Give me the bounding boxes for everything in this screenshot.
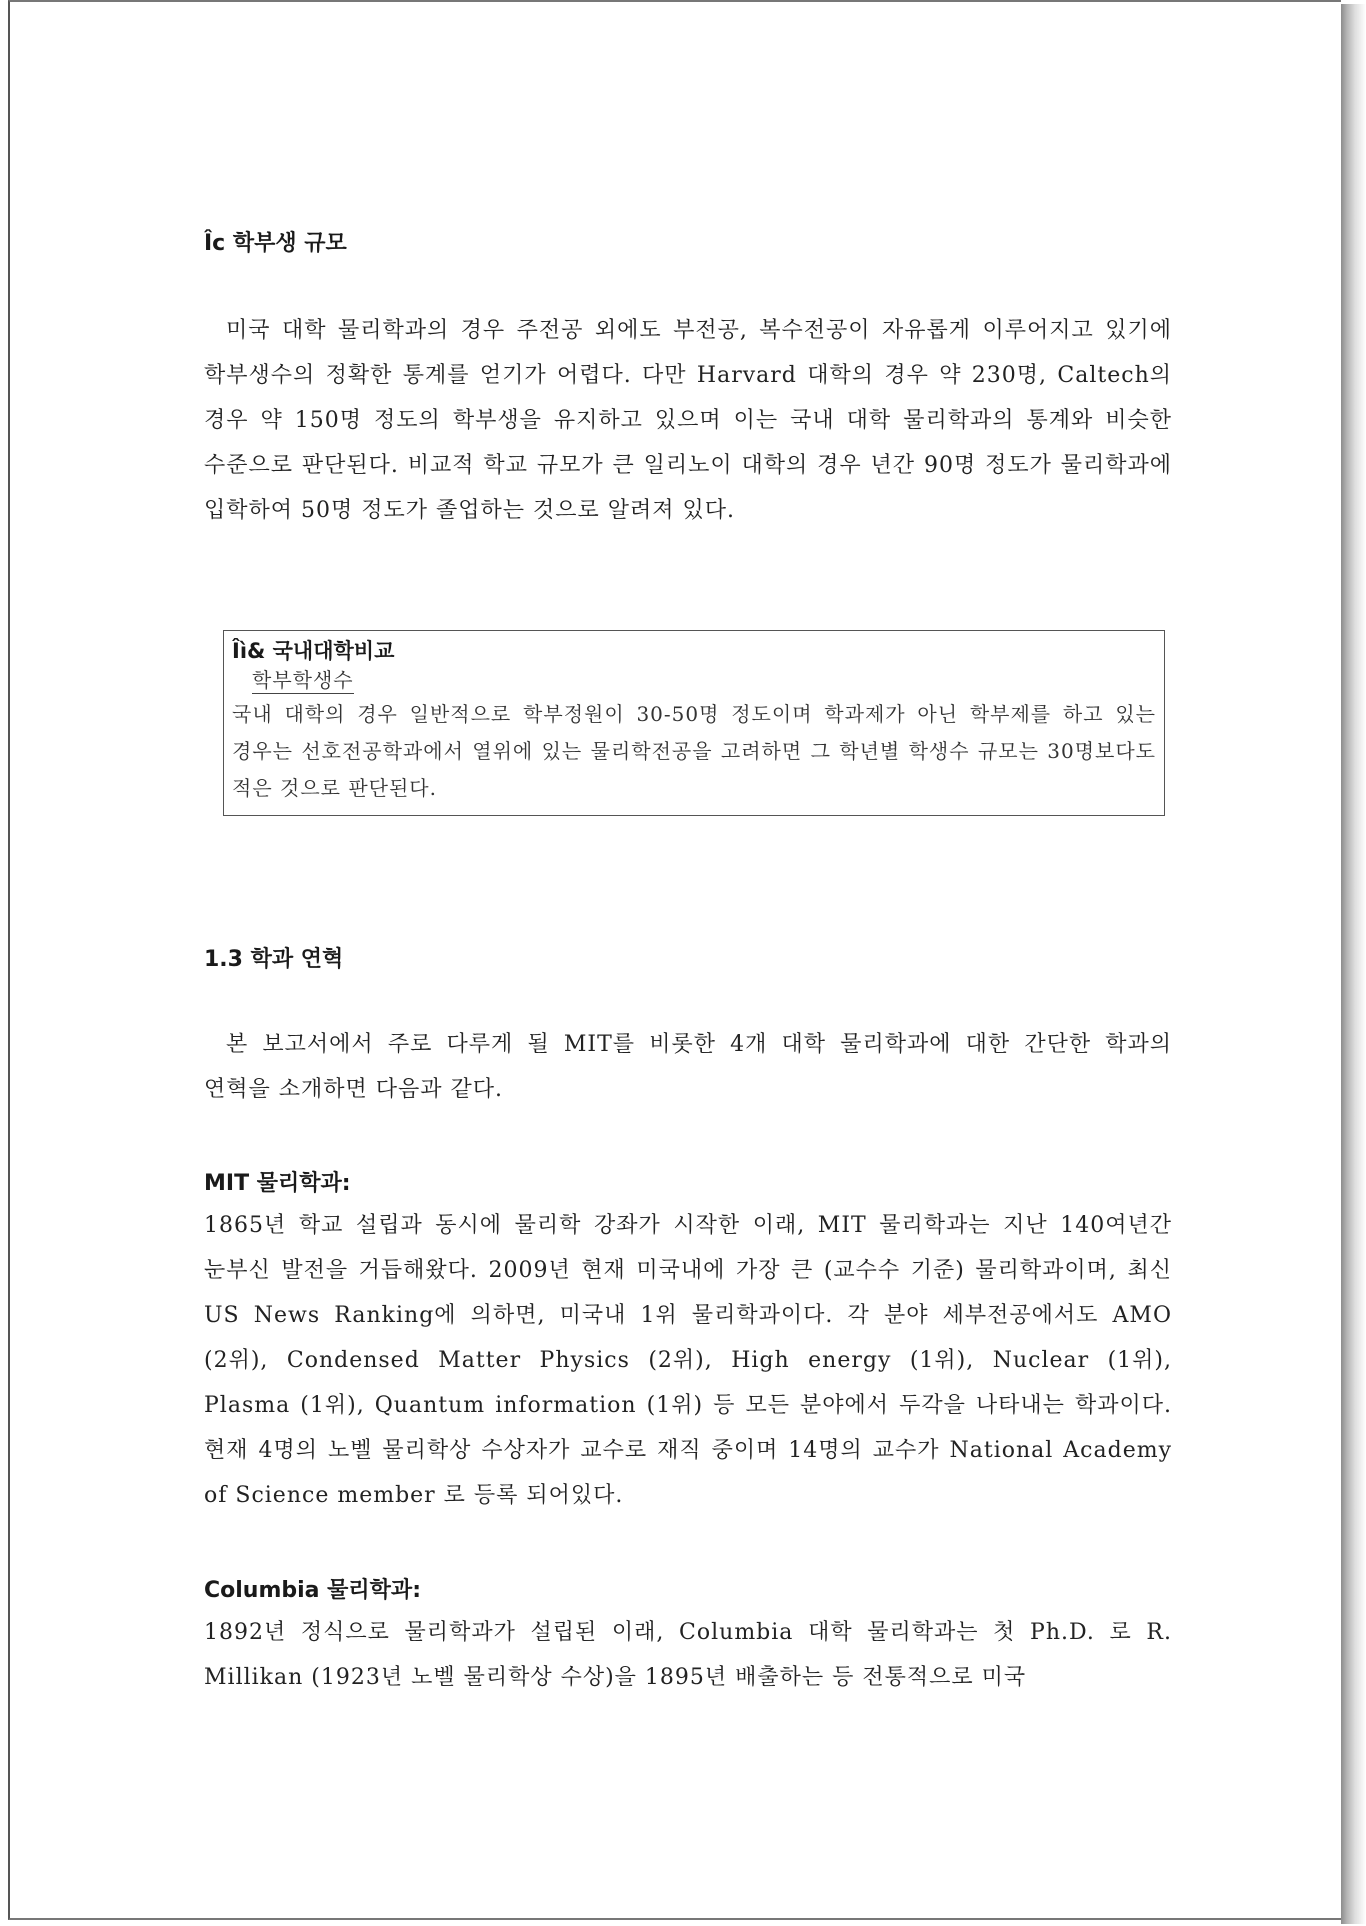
undergrad-paragraph: 미국 대학 물리학과의 경우 주전공 외에도 부전공, 복수전공이 자유롭게 이루어지고 있기에 학부생수의 정확한 통계를 얻기가 어렵다. 다만 Harvard 대학의 경우 약 230명, Caltech의 경우 약 150명 정도의 학부생을 유지하고 있으며 이는 국내 대학 물리학과의 통계와 비슷한 수준으로 판단된다. 비교적 학교 규모가 큰 일리노이 대학의 경우 년간 90명 정도가 물리학과에 입학하여 50명 정도가 졸업하는 것으로 알려져 있다. [204, 318, 1172, 523]
section-heading-undergrad: Îc 학부생 규모 [204, 231, 347, 256]
comparison-box [223, 630, 1165, 816]
section-heading-history: 1.3 학과 연혁 [204, 947, 344, 972]
mit-subheading: MIT 물리학과: [204, 1171, 351, 1196]
columbia-paragraph: 1892년 정식으로 물리학과가 설립된 이래, Columbia 대학 물리학과는 첫 Ph.D. 로 R. Millikan (1923년 노벨 물리학상 수상)을 1895년 배출하는 등 전통적으로 미국 [204, 1620, 1172, 1690]
page-shadow [1341, 4, 1366, 1924]
mit-paragraph: 1865년 학교 설립과 동시에 물리학 강좌가 시작한 이래, MIT 물리학과는 지난 140여년간 눈부신 발전을 거듭해왔다. 2009년 현재 미국내에 가장 큰 (교수수 기준) 물리학과이며, 최신 US News Ranking에 의하면, 미국내 1위 물리학과이다. 각 분야 세부전공에서도 AMO (2위), Condensed Matter Physics (2위), High energy (1위), Nuclear (1위), Plasma (1위), Quantum information (1위) 등 모든 분야에서 두각을 나타내는 학과이다. 현재 4명의 노벨 물리학상 수상자가 교수로 재직 중이며 14명의 교수가 National Academy of Science member 로 등록 되어있다. [204, 1213, 1172, 1508]
columbia-subheading: Columbia 물리학과: [204, 1578, 421, 1603]
history-intro-paragraph: 본 보고서에서 주로 다루게 될 MIT를 비롯한 4개 대학 물리학과에 대한 간단한 학과의 연혁을 소개하면 다음과 같다. [204, 1032, 1172, 1102]
comparison-box-body: 국내 대학의 경우 일반적으로 학부정원이 30-50명 정도이며 학과제가 아닌 학부제를 하고 있는 경우는 선호전공학과에서 열위에 있는 물리학전공을 고려하면 그 학년별 학생수 규모는 30명보다도 적은 것으로 판단된다. [232, 702, 1156, 800]
comparison-box-title: Îì& 국내대학비교 [232, 639, 395, 663]
comparison-box-subtitle: 학부학생수 [252, 668, 354, 692]
